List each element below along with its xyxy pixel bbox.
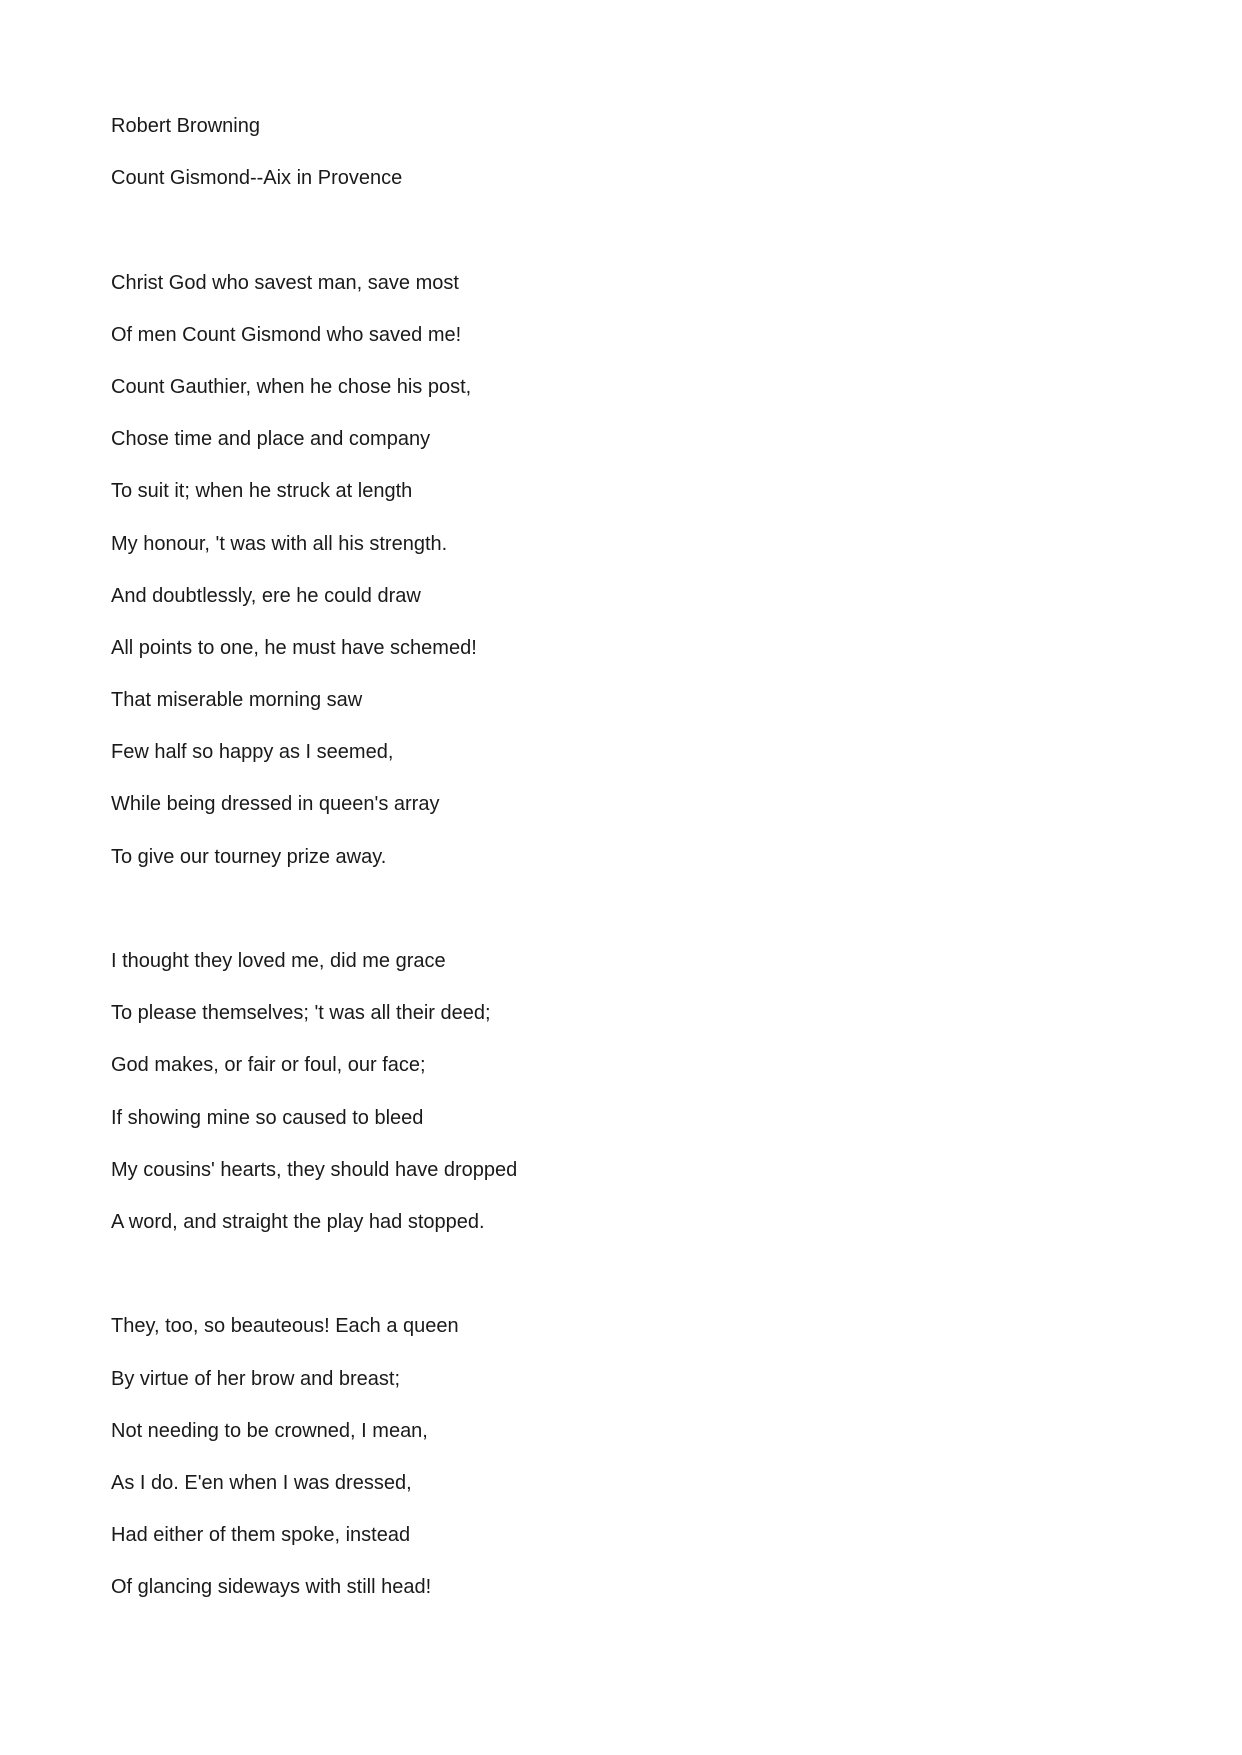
poem-line: While being dressed in queen's array: [111, 793, 440, 816]
poem-line: My honour, 't was with all his strength.: [111, 532, 448, 555]
poem-line: I thought they loved me, did me grace: [111, 950, 446, 972]
poem-line: To suit it; when he struck at length: [111, 480, 413, 503]
poem-line: Count Gauthier, when he chose his post,: [111, 375, 472, 398]
blank-line: [111, 893, 1111, 945]
poem-line: To please themselves; 't was all their deed;: [111, 1002, 491, 1025]
poem-line: Of glancing sideways with still head!: [111, 1576, 432, 1599]
poem-line: Not needing to be crowned, I mean,: [111, 1419, 428, 1442]
document-body: [111, 110, 1111, 1623]
poem-line: Few half so happy as I seemed,: [111, 741, 394, 764]
poem-line: God makes, or fair or foul, our face;: [111, 1054, 426, 1077]
poem-title: Count Gismond--Aix in Provence: [111, 167, 403, 190]
author-name: Robert Browning: [111, 115, 260, 137]
poem-line: Of men Count Gismond who saved me!: [111, 323, 462, 346]
poem-line: They, too, so beauteous! Each a queen: [111, 1315, 459, 1338]
stanza-1: [111, 267, 1111, 893]
stanza-2: [111, 945, 1111, 1258]
poem-line: If showing mine so caused to bleed: [111, 1106, 424, 1129]
poem-line: By virtue of her brow and breast;: [111, 1367, 401, 1390]
poem-line: Chose time and place and company: [111, 428, 431, 451]
poem-line: All points to one, he must have schemed!: [111, 636, 477, 659]
poem-line: As I do. E'en when I was dressed,: [111, 1471, 412, 1494]
poem-line: My cousins' hearts, they should have dropped: [111, 1158, 518, 1181]
poem-line: To give our tourney prize away.: [111, 845, 387, 868]
poem-line: Christ God who savest man, save most: [111, 271, 459, 294]
blank-line: [111, 214, 1111, 266]
poem-line: That miserable morning saw: [111, 689, 363, 712]
poem-line: A word, and straight the play had stopped.: [111, 1210, 485, 1233]
stanza-3: [111, 1310, 1111, 1623]
poem-line: And doubtlessly, ere he could draw: [111, 584, 421, 607]
blank-line: [111, 1258, 1111, 1310]
poem-line: Had either of them spoke, instead: [111, 1524, 411, 1547]
